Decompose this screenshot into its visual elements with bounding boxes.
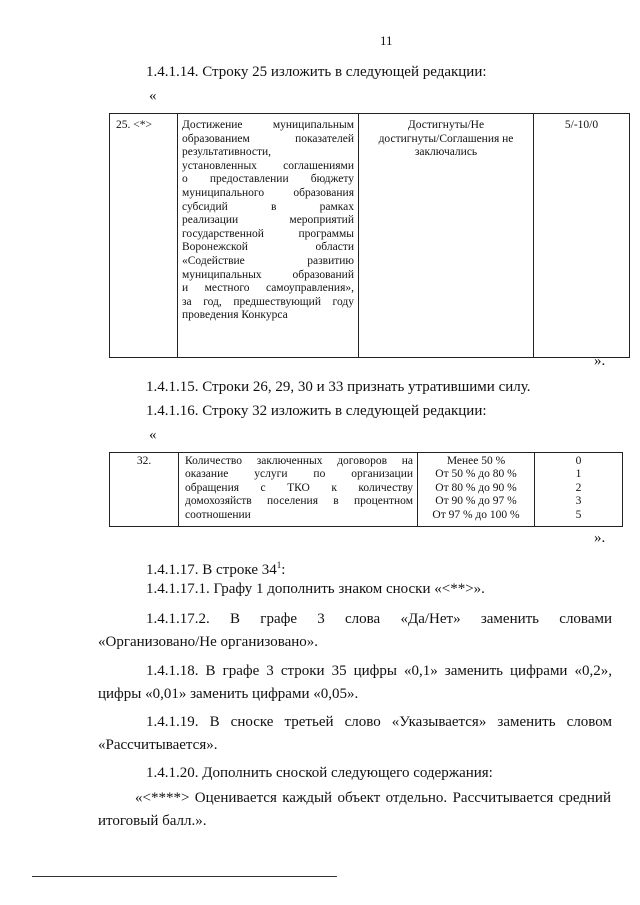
table1-desc-line: «Содействие развитию bbox=[182, 254, 354, 267]
table-row-32 bbox=[109, 452, 623, 527]
paragraph-1-4-1-17-superscript: 1 bbox=[276, 560, 282, 570]
table2-desc-line: соотношении bbox=[185, 508, 251, 521]
paragraph-1-4-1-15: 1.4.1.15. Строки 26, 29, 30 и 33 признать утратившими силу. bbox=[146, 379, 531, 395]
table1-num-cell bbox=[110, 114, 178, 358]
quote-close-1: ». bbox=[594, 353, 606, 369]
paragraph-1-4-1-17-2-line2: «Организовано/Не организовано». bbox=[98, 634, 319, 650]
table2-score: 2 bbox=[575, 481, 582, 494]
table2-desc-line: обращения с ТКО к количеству bbox=[185, 481, 413, 494]
paragraph-1-4-1-17-2-line1-text: 1.4.1.17.2. В графе 3 слова «Да/Нет» заменить словами bbox=[146, 611, 612, 627]
table-row-25 bbox=[109, 113, 630, 358]
table2-score-cell bbox=[535, 453, 623, 527]
table2-score: 5 bbox=[575, 508, 582, 521]
table2-range-cell bbox=[418, 453, 535, 527]
table1-desc-line: государственной программы bbox=[182, 227, 354, 240]
table1-desc-line: Воронежской области bbox=[182, 241, 354, 254]
paragraph-1-4-1-18-line2: цифры «0,01» заменить цифрами «0,05». bbox=[98, 686, 359, 702]
table1-value-cell bbox=[359, 114, 534, 358]
table2-desc-cell bbox=[179, 453, 418, 527]
table1-desc-line: о предоставлении бюджету bbox=[182, 173, 354, 186]
table1-desc-line: проведения Конкурса bbox=[182, 309, 288, 322]
paragraph-1-4-1-18-line1 bbox=[146, 662, 612, 680]
quote-close-2: ». bbox=[594, 530, 606, 546]
table2-desc-line: домохозяйств поселения в процентном bbox=[185, 495, 413, 508]
table1-score-cell bbox=[534, 114, 630, 358]
table2-num-cell bbox=[110, 453, 179, 527]
quote-open-1: « bbox=[149, 88, 157, 104]
paragraph-1-4-1-17-2-line1 bbox=[146, 610, 612, 628]
table1-score: 5/-10/0 bbox=[564, 119, 599, 131]
table1-desc-line: муниципальных образований bbox=[182, 268, 354, 281]
footnote-text-line1-text: «<****> Оценивается каждый объект отдельно. Рассчитывается средний bbox=[135, 790, 611, 806]
table1-desc-line: образованием показателей bbox=[182, 132, 354, 145]
table2-num: 32. bbox=[136, 455, 152, 467]
paragraph-1-4-1-17-tail: : bbox=[281, 562, 286, 578]
table2-range: От 80 % до 90 % bbox=[435, 481, 517, 494]
table2-range: От 90 % до 97 % bbox=[435, 495, 517, 508]
footer-rule bbox=[32, 876, 337, 877]
paragraph-1-4-1-17-1: 1.4.1.17.1. Графу 1 дополнить знаком сноски «<**>». bbox=[146, 581, 485, 597]
paragraph-1-4-1-19-line2: «Рассчитывается». bbox=[98, 737, 218, 753]
paragraph-1-4-1-19-line1-text: 1.4.1.19. В сноске третьей слово «Указывается» заменить словом bbox=[146, 714, 612, 730]
table2-desc-line: Количество заключенных договоров на bbox=[185, 455, 413, 467]
quote-open-2: « bbox=[149, 427, 157, 443]
paragraph-1-4-1-19-line1 bbox=[146, 713, 612, 731]
paragraph-1-4-1-17-text: 1.4.1.17. В строке 34 bbox=[146, 562, 277, 578]
table1-value-line: заключались bbox=[414, 146, 478, 159]
table1-desc-line: муниципального образования bbox=[182, 186, 354, 199]
paragraph-1-4-1-16: 1.4.1.16. Строку 32 изложить в следующей редакции: bbox=[146, 403, 487, 419]
footnote-text-line2: итоговый балл.». bbox=[98, 813, 207, 829]
table1-desc-line: установленных соглашениями bbox=[182, 159, 354, 172]
table1-desc-cell bbox=[178, 114, 359, 358]
page-number: 11 bbox=[380, 33, 393, 48]
table2-score: 3 bbox=[575, 495, 582, 508]
table2-score: 0 bbox=[575, 455, 582, 467]
table1-num: 25. <*> bbox=[116, 119, 152, 131]
paragraph-1-4-1-18-line1-text: 1.4.1.18. В графе 3 строки 35 цифры «0,1» заменить цифрами «0,2», bbox=[146, 663, 612, 679]
table1-desc-line: Достижение муниципальным bbox=[182, 119, 354, 131]
table1-desc-line: субсидий в рамках bbox=[182, 200, 354, 213]
table2-range: Менее 50 % bbox=[446, 455, 506, 467]
table2-range: От 97 % до 100 % bbox=[432, 508, 520, 521]
table1-desc-line: результативности, bbox=[182, 146, 272, 159]
table2-score: 1 bbox=[575, 468, 582, 481]
table1-desc-line: за год, предшествующий году bbox=[182, 295, 354, 308]
table1-desc-line: и местного самоуправления», bbox=[182, 282, 354, 295]
paragraph-1-4-1-20: 1.4.1.20. Дополнить сноской следующего содержания: bbox=[146, 765, 493, 781]
footnote-text-line1 bbox=[135, 789, 611, 807]
table1-value-line: Достигнуты/Не bbox=[407, 119, 485, 131]
table1-value-line: достигнуты/Соглашения не bbox=[378, 132, 514, 145]
paragraph-1-4-1-14: 1.4.1.14. Строку 25 изложить в следующей редакции: bbox=[146, 64, 487, 80]
table1-desc-line: реализации мероприятий bbox=[182, 214, 354, 227]
table2-desc-line: оказание услуги по организации bbox=[185, 468, 413, 481]
paragraph-1-4-1-17 bbox=[146, 556, 285, 579]
table2-range: От 50 % до 80 % bbox=[435, 468, 517, 481]
